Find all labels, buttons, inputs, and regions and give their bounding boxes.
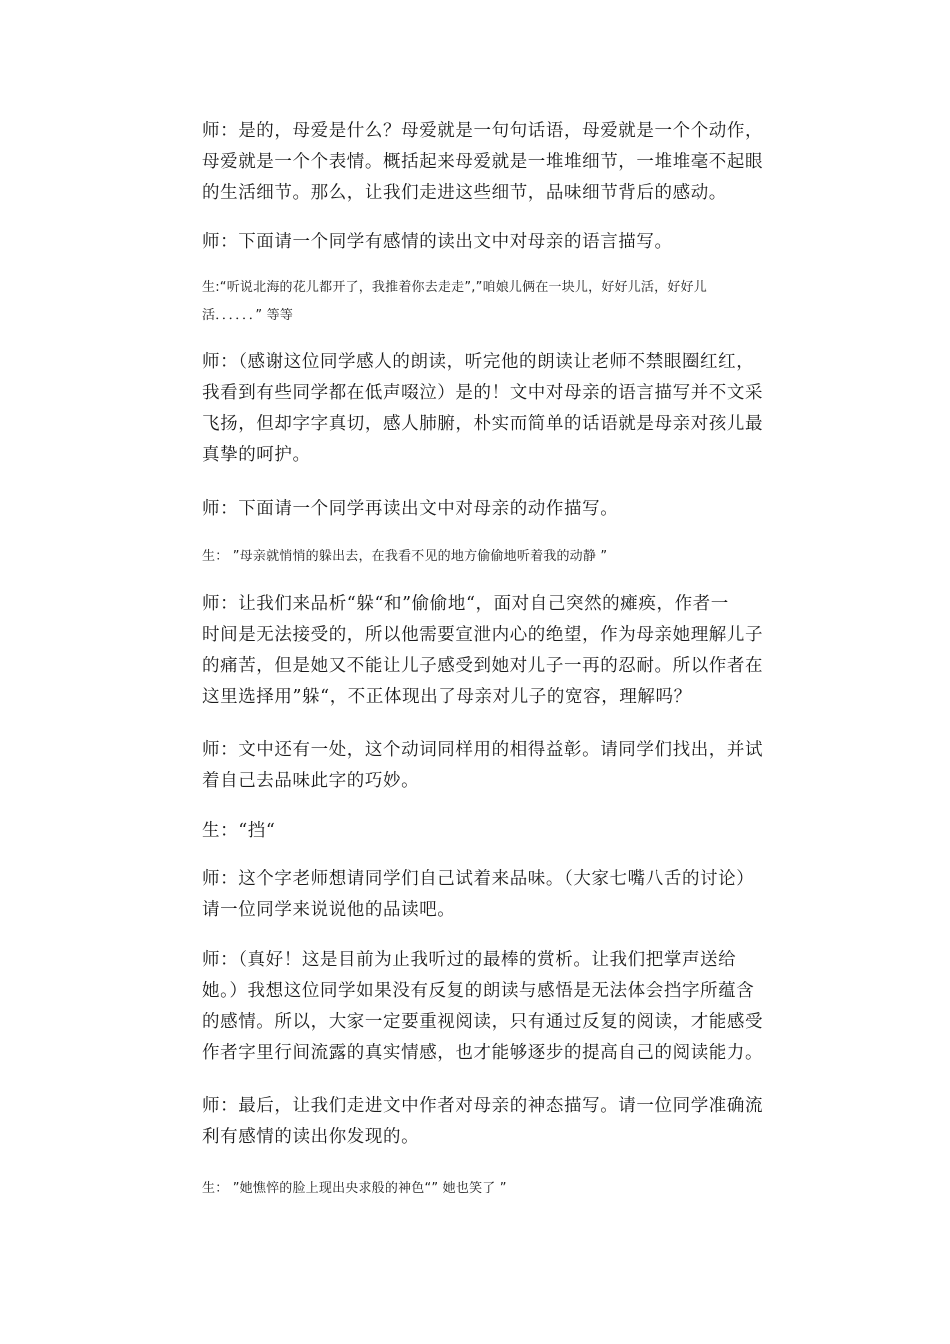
paragraph-teacher-6 [202, 735, 802, 797]
paragraph-teacher-2 [202, 227, 802, 258]
text-line: 生：“挡“ [202, 821, 276, 841]
text-line: 生： ”母亲就悄悄的躲出去，在我看不见的地方偷偷地听着我的动静 ” [202, 549, 608, 564]
text-line: 我看到有些同学都在低声啜泣）是的！文中对母亲的语言描写并不文采 [202, 383, 764, 403]
paragraph-student-1 [202, 274, 782, 330]
text-line: 师：是的，母爱是什么？母爱就是一句句话语，母爱就是一个个动作， [202, 121, 764, 141]
text-line: 利有感情的读出你发现的。 [202, 1127, 420, 1147]
text-line: 她。）我想这位同学如果没有反复的朗读与感悟是无法体会挡字所蕴含 [202, 981, 755, 1001]
paragraph-teacher-9 [202, 1091, 802, 1153]
text-line: 的感情。所以，大家一定要重视阅读，只有通过反复的阅读，才能感受 [202, 1012, 764, 1032]
text-line: 师：让我们来品析“躲“和”偷偷地“，面对自己突然的瘫痪，作者一 [202, 594, 729, 614]
paragraph-teacher-3 [202, 347, 802, 471]
text-line: 的痛苦，但是她又不能让儿子感受到她对儿子一再的忍耐。所以作者在 [202, 656, 764, 676]
text-line: 生:“听说北海的花儿都开了，我推着你去走走”,”咱娘儿俩在一块儿，好好儿活，好好儿 [202, 280, 707, 295]
text-line: 师：这个字老师想请同学们自己试着来品味。（大家七嘴八舌的讨论） [202, 869, 755, 889]
text-line: 师：（感谢这位同学感人的朗读，听完他的朗读让老师不禁眼圈红红， [202, 352, 755, 372]
text-line: 师：文中还有一处，这个动词同样用的相得益彰。请同学们找出，并试 [202, 740, 764, 760]
text-line: 师：最后，让我们走进文中作者对母亲的神态描写。请一位同学准确流 [202, 1096, 764, 1116]
text-line: 师：下面请一个同学有感情的读出文中对母亲的语言描写。 [202, 232, 673, 252]
paragraph-teacher-1 [202, 116, 802, 209]
text-line: 真挚的呵护。 [202, 445, 311, 465]
paragraph-student-2 [202, 543, 782, 571]
text-line: 作者字里行间流露的真实情感，也才能够逐步的提高自己的阅读能力。 [202, 1043, 764, 1063]
paragraph-teacher-5 [202, 589, 802, 713]
text-line: 师：下面请一个同学再读出文中对母亲的动作描写。 [202, 499, 619, 519]
text-line: 的生活细节。那么，让我们走进这些细节，品味细节背后的感动。 [202, 183, 727, 203]
text-line: 着自己去品味此字的巧妙。 [202, 771, 420, 791]
paragraph-student-4 [202, 1175, 782, 1203]
text-line: 母爱就是一个个表情。概括起来母爱就是一堆堆细节，一堆堆毫不起眼 [202, 152, 764, 172]
text-line: 飞扬，但却字字真切，感人肺腑，朴实而简单的话语就是母亲对孩儿最 [202, 414, 764, 434]
paragraph-teacher-4 [202, 494, 802, 525]
text-line: 请一位同学来说说他的品读吧。 [202, 900, 456, 920]
paragraph-teacher-8 [202, 945, 802, 1069]
paragraph-student-3 [202, 816, 802, 847]
text-line: 生： ”她憔悴的脸上现出央求般的神色“” 她也笑了 ” [202, 1181, 507, 1196]
paragraph-teacher-7 [202, 864, 802, 926]
text-line: 师：（真好！这是目前为止我听过的最棒的赏析。让我们把掌声送给 [202, 950, 737, 970]
text-line: 活．．．．．．” 等等 [202, 308, 294, 323]
text-line: 时间是无法接受的，所以他需要宣泄内心的绝望，作为母亲她理解儿子 [202, 625, 764, 645]
text-line: 这里选择用”躲“，不正体现出了母亲对儿子的宽容，理解吗？ [202, 687, 692, 707]
